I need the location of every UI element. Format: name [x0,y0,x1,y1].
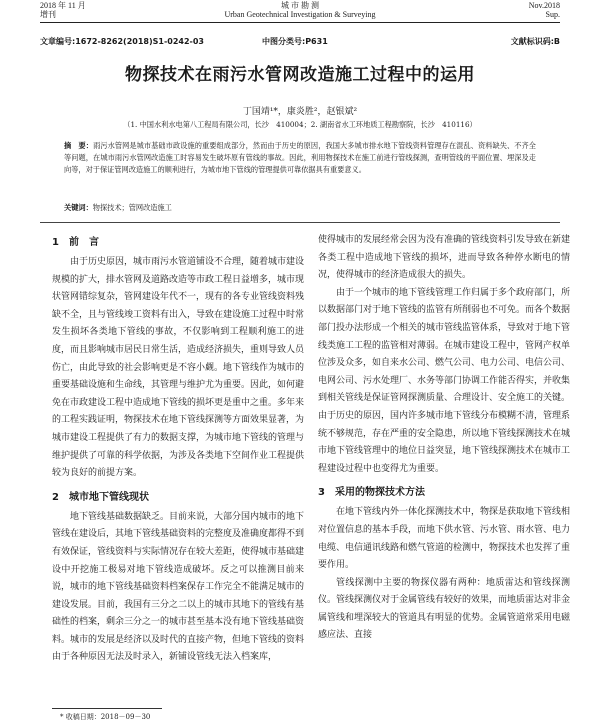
abstract [64,140,536,176]
header-right [529,1,560,19]
header-rule [40,22,560,23]
footnote-rule [52,708,162,709]
section-3-paragraph-2: 管线探测中主要的物探仪器有两种：地质雷达和管线探测仪。管线探测仪对于金属管线有较好的效果，而地质雷达对非金属管线和埋深较大的管道具有明显的优势。金属管道常采用电磁感应法、直接 [318,577,571,641]
abstract-separator [40,222,560,223]
header-supplement: 增刊 [40,10,56,19]
section-3-heading: 3 采用的物探技术方法 [318,487,425,499]
authors: 丁国靖¹*，康炎胜²，赵银斌² [242,107,358,117]
abstract-label: 摘 要： [64,141,94,150]
paper-title: 物探技术在雨污水管网改造施工过程中的运用 [125,65,475,85]
section-2-paragraph: 地下管线基础数据缺乏。目前来说，大部分国内城市的地下管线在建设后，其地下管线基础资料的完整度及准确度都得不到有效保证，管线资料与实际情况存在较大差距，使得城市基础建设中开挖施工极易对地下管线造成破坏。反之可以推测目前来说，城市的地下管线基础资料档案保存工作完全不能满足城市的建设发展。目前，我国有三分之二以上的城市其地下的管线有基础性的档案，剩余三分之一的城市甚至基本没有地下管线基础资料。城市的发展是经济以及时代的直接产物，但地下管线的资料由于各种原因无法及时录入，新铺设管线无法入档案库， [52,511,305,663]
journal-name-en: Urban Geotechnical Investigation & Surveying [224,10,376,19]
header-date-en: Nov.2018 [528,1,560,10]
keywords [64,202,536,214]
document-code: 文献标识码:B [510,37,560,46]
right-column [318,232,570,645]
affiliation: （1. 中国水利水电第八工程局有限公司，长沙 410004；2. 湖南省水工环地质工程勘察院，长沙 410116） [123,120,477,129]
section-1-paragraph: 由于历史原因，城市雨污水管道铺设不合理，随着城市建设规模的扩大，排水管网及道路改造等市政工程日益增多，城市现状管网错综复杂，管网建设年代不一，现有的各专业管线资料残缺不全，且与管线竣工资料有出入，导致在建设施工过程中时常发生损坏各类地下管线的事故，不仅影响到工程顺利施工的进度，而且影响城市居民日常生活，造成经济损失，重则导致人员伤亡，由此导致的社会影响更是不容小觑。地下管线作为城市的重要基础设施和生命线，其管理与维护尤为重要。因此，如何避免在市政建设工程中造成地下管线的损坏更是重中之重。多年来的工程实践证明，物探技术在地下管线探测等方面效果显著，为城市建设工程提供了有力的数据支撑，为城市地下管线的管理与维护提供了可靠的科学依据，为涉及各类地下空间作业工程提供较为良好的前提方案。 [52,257,305,479]
header-supplement-en: Sup. [545,10,560,19]
section-2-paragraph-2: 由于一个城市的地下管线管理工作归属于多个政府部门，所以数据部门对于地下管线的监管有所削弱也不可免。而各个数据部门投办法形成一个相关的城市管线监管体系，导致对于地下管线类施工工程的监管相对薄弱。在城市建设工程中，管网产权单位涉及众多，如自来水公司、燃气公司、电力公司、电信公司、电网公司、污水处理厂、水务等部门协调工作能否得实，并收集到相关管线是保证管网探测质量、合理设计、安全施工的关键。由于历史的原因，国内许多城市地下管线分布模糊不清，管理系统不够规范，存在严重的安全隐患，所以地下管线探测技术在城市地下管线管理中的地位日益突显，地下管线探测技术在城市工程建设过程中也变得尤为重要。 [318,287,571,474]
abstract-text: 雨污水管网是城市基础市政设施的重要组成部分，然而由于历史的原因，我国大多城市排水地下管线资料管理存在混乱、资料缺失、不齐全等问题，在城市雨污水管网改造施工时容易发生破坏原有管线的事故。因此，利用物探技术在施工前进行管线探测，查明管线的平面位置、埋深及走向等，对于保证管网改造施工的顺利进行，为城市地下管线的管理提供可靠依据具有重要意义。 [64,141,536,174]
article-meta [40,36,560,48]
left-column [52,232,304,667]
section-2-continuation: 使得城市的发展经常会因为没有准确的管线资料引发导致在新建各类工程中造成地下管线的损坏，进而导致各种停水断电的情况，使得城市的经济造成很大的损失。 [318,235,571,281]
section-3-paragraph-1: 在地下管线内外一体化探测技术中，物探是获取地下管线相对位置信息的基本手段，而地下供水管、污水管、雨水管、电力电缆、电信通讯线路和燃气管道的检测中，物探技术也发挥了重要作用。 [318,507,571,571]
keywords-text: 物探技术；管网改造施工 [92,203,172,212]
section-1-heading: 1 前 言 [52,237,99,248]
header-center [0,1,600,19]
keywords-label: 关键词： [64,203,93,212]
header-date: 2018 年 11 月 [40,1,86,10]
footnote-received-date: * 收稿日期：2018－09－30 [60,713,151,721]
running-header [0,0,600,24]
article-id: 文章编号:1672-8262(2018)S1-0242-03 [40,37,204,46]
clc-number: 中图分类号:P631 [262,37,328,46]
section-2-heading: 2 城市地下管线现状 [52,491,149,503]
journal-name-cn: 城 市 勘 测 [281,1,319,10]
